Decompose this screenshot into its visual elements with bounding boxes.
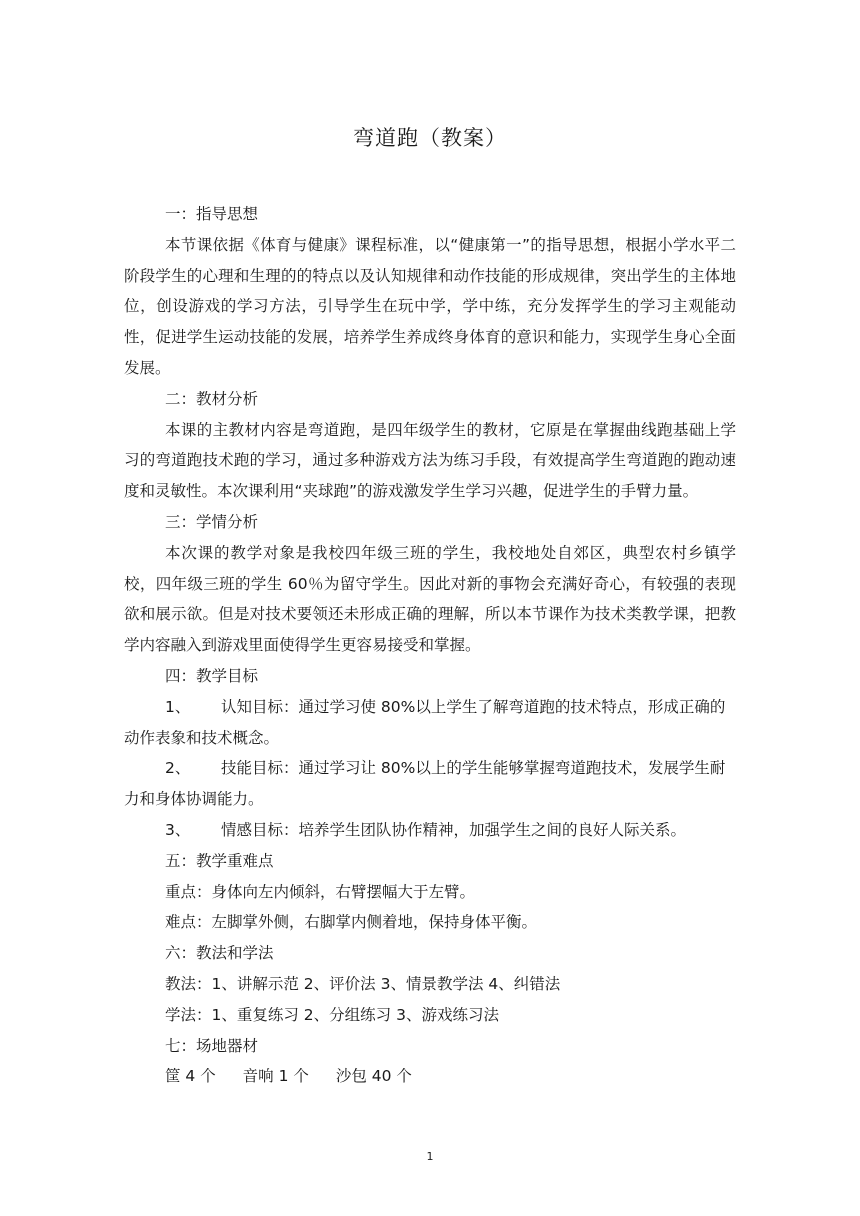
- paragraph-guiding-thought: 本节课依据《体育与健康》课程标准，以“健康第一”的指导思想，根据小学水平二阶段学生的心理和生理的的特点以及认知规律和动作技能的形成规律，突出学生的主体地位，创设游戏的学习方法，引导学生在玩中学，学中练，充分发挥学生的学习主观能动性，促进学生运动技能的发展，培养学生养成终身体育的意识和能力，实现学生身心全面发展。: [124, 235, 736, 377]
- objective-number: 1、: [165, 697, 191, 716]
- objective-item: [124, 815, 736, 846]
- objective-number: 2、: [165, 759, 191, 778]
- teaching-methods-line: 教法：1、讲解示范 2、评价法 3、情景教学法 4、纠错法: [165, 974, 561, 993]
- objective-item: [124, 753, 736, 815]
- section-heading-material-analysis: 二：教材分析: [165, 389, 259, 408]
- equipment-list: [165, 1061, 736, 1092]
- paragraph-student-analysis: 本次课的教学对象是我校四年级三班的学生，我校地处自郊区，典型农村乡镇学校，四年级三班的学生 60％为留守学生。因此对新的事物会充满好奇心，有较强的表现欲和展示欲。但是对技术要领还未形成正确的理解，所以本节课作为技术类教学课，把教学内容融入到游戏里面使得学生更容易接受和掌握。: [124, 543, 736, 655]
- objective-text: 认知目标：通过学习使 80%以上学生了解弯道跑的技术特点，形成正确的动作表象和技术概念。: [124, 697, 726, 747]
- equipment-item-sandbags: 沙包 40 个: [335, 1067, 412, 1086]
- objective-text: 情感目标：培养学生团队协作精神，加强学生之间的良好人际关系。: [221, 820, 687, 839]
- equipment-item-speaker: 音响 1 个: [242, 1067, 309, 1086]
- document-body: [124, 199, 736, 1092]
- section-heading-key-difficult-points: 五：教学重难点: [165, 851, 274, 870]
- objective-number: 3、: [165, 820, 191, 839]
- section-heading-objectives: 四：教学目标: [165, 666, 259, 685]
- objective-item: [124, 692, 736, 754]
- paragraph-material-analysis: 本课的主教材内容是弯道跑，是四年级学生的教材，它原是在掌握曲线跑基础上学习的弯道跑技术跑的学习，通过多种游戏方法为练习手段，有效提高学生弯道跑的跑动速度和灵敏性。本次课利用“夹球跑”的游戏激发学生学习兴趣，促进学生的手臂力量。: [124, 420, 736, 501]
- key-point-line: 重点：身体向左内倾斜，右臂摆幅大于左臂。: [165, 882, 476, 901]
- section-heading-methods: 六：教法和学法: [165, 944, 274, 963]
- equipment-item-baskets: 筐 4 个: [165, 1067, 216, 1086]
- document-title: 弯道跑（教案）: [353, 126, 507, 150]
- page-number: 1: [426, 1150, 434, 1163]
- section-heading-guiding-thought: 一：指导思想: [165, 205, 259, 223]
- section-heading-student-analysis: 三：学情分析: [165, 512, 259, 531]
- learning-methods-line: 学法：1、重复练习 2、分组练习 3、游戏练习法: [165, 1005, 499, 1024]
- section-heading-equipment: 七：场地器材: [165, 1036, 259, 1055]
- difficult-point-line: 难点：左脚掌外侧，右脚掌内侧着地，保持身体平衡。: [165, 913, 538, 932]
- objective-text: 技能目标：通过学习让 80%以上的学生能够掌握弯道跑技术，发展学生耐力和身体协调能力。: [124, 759, 726, 809]
